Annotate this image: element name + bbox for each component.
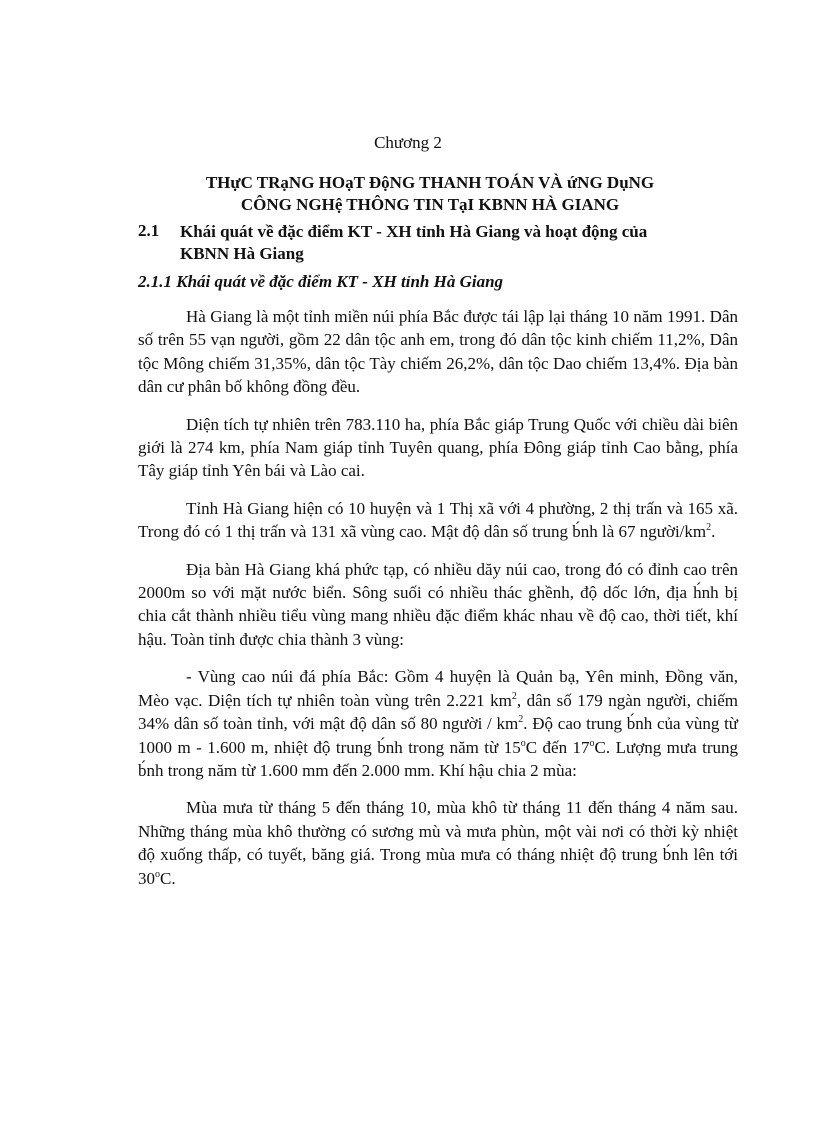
- superscript-degree: o: [155, 868, 160, 880]
- paragraph-1: Hà Giang là một tỉnh miền núi phía Bắc được tái lập lại tháng 10 năm 1991. Dân số trên 55 vạn người, gồm 22 dân tộc anh em, trong đó dân tộc kinh chiếm 11,2%, Dân tộc Mông chiếm 31,35%, dân tộc Tày chiếm 26,2%, dân tộc Dao chiếm 13,4%. Địa bàn dân cư phân bố không đồng đều.: [138, 307, 738, 397]
- chapter-title-line2: CÔNG NGHệ THÔNG TIN TạI KBNN HÀ GIANG: [240, 195, 620, 214]
- section-title-line1: Khái quát về đặc điểm KT - XH tỉnh Hà Giang và hoạt động của: [180, 222, 648, 241]
- paragraph-3-text: Tỉnh Hà Giang hiện có 10 huyện và 1 Thị xã với 4 phường, 2 thị trấn và 165 xã. Trong đó có 1 thị trấn và 131 xã vùng cao. Mật độ dân số trung b́nh là 67 người/km: [138, 498, 738, 542]
- paragraph-5: [138, 665, 738, 782]
- paragraph-6-unit: C.: [160, 868, 176, 888]
- paragraph-5-part5: C. Lượng mưa trung b́nh trong năm từ 1.600 mm đến 2.000 mm. Khí hậu chia 2 mùa:: [138, 737, 738, 780]
- superscript-degree: o: [520, 737, 526, 749]
- section-number: 2.1: [138, 221, 160, 240]
- subsection-title: 2.1.1 Khái quát về đặc điểm KT - XH tỉnh Hà Giang: [138, 272, 504, 291]
- chapter-label: Chương 2: [374, 133, 442, 152]
- paragraph-4: Địa bàn Hà Giang khá phức tạp, có nhiều dăy núi cao, trong đó có đỉnh cao trên 2000m so với mặt nước biển. Sông suối có nhiều thác ghềnh, độ dốc lớn, địa h́nh bị chia cắt thành nhiều tiểu vùng mang nhiều đặc điểm khác nhau về độ cao, thời tiết, khí hậu. Toàn tỉnh được chia thành 3 vùng:: [138, 559, 738, 649]
- chapter-title-line1: THựC TRạNG HOạT ĐộNG THANH TOÁN VÀ ứNG DụNG: [205, 173, 655, 192]
- paragraph-2: Diện tích tự nhiên trên 783.110 ha, phía Bắc giáp Trung Quốc với chiều dài biên giới là 274 km, phía Nam giáp tỉnh Tuyên quang, phía Đông giáp tỉnh Cao bằng, phía Tây giáp tỉnh Yên bái và Lào cai.: [138, 414, 738, 481]
- paragraph-6: [138, 796, 738, 890]
- paragraph-5-part2: , dân số 179 ngàn người, chiếm 34% dân số toàn tỉnh, với mật độ dân số 80 người / km: [138, 690, 738, 734]
- superscript-degree: o: [589, 737, 595, 749]
- paragraph-5-part1: - Vùng cao núi đá phía Bắc: Gồm 4 huyện là Quản bạ, Yên minh, Đồng văn, Mèo vạc. Diện tích tự nhiên toàn vùng trên 2.221 km: [138, 667, 738, 710]
- section-title: [180, 221, 740, 265]
- chapter-title: [150, 172, 710, 216]
- paragraph-6-text: Mùa mưa từ tháng 5 đến tháng 10, mùa khô từ tháng 11 đến tháng 4 năm sau. Những tháng mùa khô thường có sương mù và mưa phùn, một vài nơi có thời kỳ nhiệt độ xuống thấp, có tuyết, băng giá. Trong mùa mưa có tháng nhiệt độ trung b́nh lên tới 30: [138, 798, 738, 888]
- section-title-line2: KBNN Hà Giang: [180, 244, 304, 263]
- body-text: [138, 305, 738, 904]
- superscript-squared: 2: [511, 690, 517, 702]
- paragraph-5-part4: C đến 17: [525, 737, 590, 757]
- paragraph-5-part3: . Độ cao trung b́nh của vùng từ 1000 m - 1.600 m, nhiệt độ trung b́nh trong năm từ 15: [138, 714, 739, 757]
- superscript-squared: 2: [518, 714, 524, 726]
- superscript-squared: 2: [706, 522, 712, 534]
- paragraph-3: Tỉnh Hà Giang hiện có 10 huyện và 1 Thị xã với 4 phường, 2 thị trấn và 165 xã. Trong đó có 1 thị trấn và 131 xã vùng cao. Mật độ dân số trung b́nh là 67 người/$km^2$.: [138, 498, 738, 542]
